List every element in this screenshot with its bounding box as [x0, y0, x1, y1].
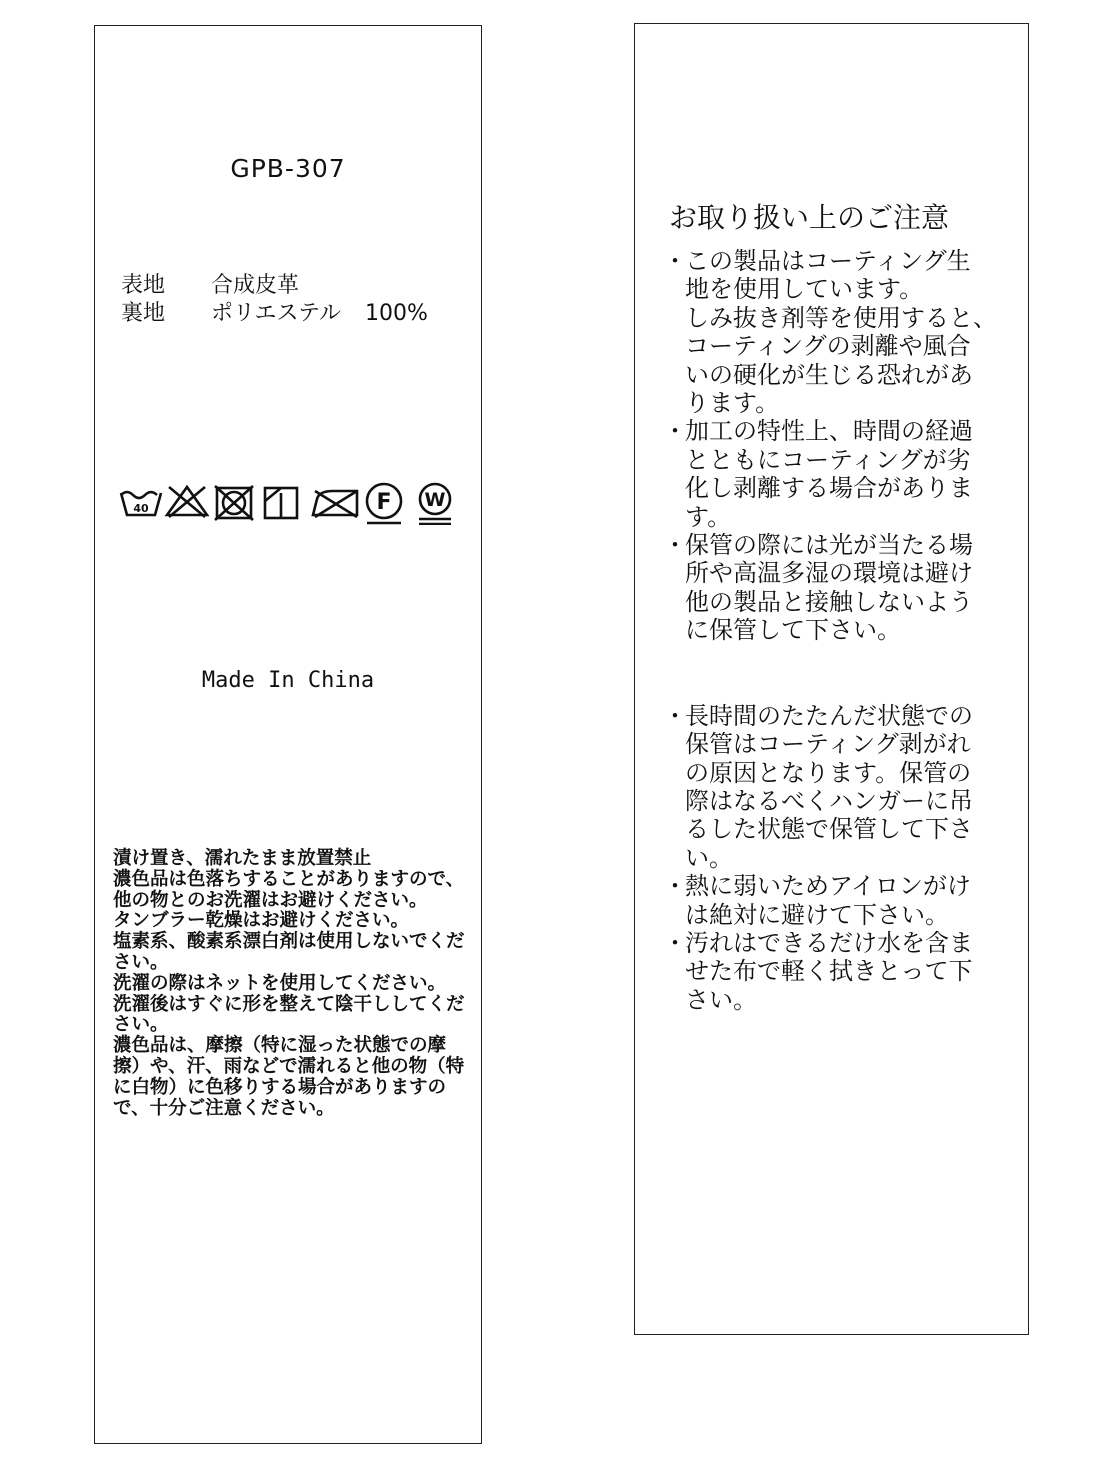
caution-item [663, 702, 1020, 872]
material-name: 合成皮革 [211, 273, 300, 298]
caution-line: とともにコーティングが劣 [685, 445, 971, 474]
bullet-mark: ・ [663, 417, 687, 446]
caution-line: 化し剥離する場合がありま [685, 474, 973, 503]
bullet-mark: ・ [663, 928, 687, 957]
caution-line: 際はなるべくハンガーに吊 [685, 786, 973, 815]
washing-warnings [113, 849, 471, 1119]
caution-line: は絶対に避けて下さい。 [685, 900, 949, 929]
caution-item [663, 531, 1020, 645]
care-label-right [634, 23, 1029, 1335]
caution-line: す。 [685, 502, 732, 531]
do-not-iron-icon [313, 491, 357, 517]
caution-line: 長時間のたたんだ状態での [685, 701, 973, 730]
warning-text: 塩素系、酸素系漂白剤は使用しないでください。 [113, 931, 465, 973]
caution-line: ります。 [685, 389, 780, 418]
drip-dry-shade-icon [265, 488, 297, 518]
wet-clean-w-icon [419, 484, 451, 524]
caution-line: コーティングの剥離や風合 [685, 332, 971, 361]
do-not-tumble-dry-icon [215, 486, 253, 520]
care-label-left [94, 25, 482, 1444]
caution-line: 保管はコーティング剥がれ [685, 730, 971, 759]
caution-spacer [663, 645, 1020, 702]
bullet-mark: ・ [663, 701, 687, 730]
caution-line: 熱に弱いためアイロンがけ [685, 872, 971, 901]
caution-line: に保管して下さい。 [685, 616, 901, 645]
caution-line: い。 [685, 843, 733, 872]
caution-group-b [663, 702, 1020, 1014]
warning-text: 洗濯後はすぐに形を整えて陰干ししてください。 [113, 993, 465, 1036]
caution-line: この製品はコーティング生 [685, 247, 971, 275]
caution-line: 所や高温多湿の環境は避け [685, 559, 973, 588]
caution-item [663, 417, 1020, 531]
warning-text: タンブラー乾燥はお避けください。 [113, 910, 410, 932]
warning-text: 漬け置き、濡れたまま放置禁止 [113, 848, 372, 869]
hand-wash-40-icon [121, 492, 161, 515]
caution-line: 保管の際には光が当たる場 [685, 531, 973, 560]
caution-line: るした状態で保管して下さ [685, 815, 973, 844]
caution-line: 加工の特性上、時間の経過 [685, 417, 973, 446]
caution-line: 地を使用しています。 [685, 275, 924, 304]
product-code: GPB-307 [230, 154, 346, 183]
do-not-bleach-icon [167, 487, 207, 517]
caution-list [663, 247, 1020, 1014]
caution-line: さい。 [685, 985, 757, 1014]
caution-group-a [663, 247, 1020, 645]
warning-text: 濃色品は色落ちすることがありますので、他の物とのお洗濯はお避けください。 [113, 868, 465, 911]
hand-wash-temp: 40 [133, 502, 149, 515]
material-part: 表地 [121, 273, 166, 298]
caution-item [663, 247, 1020, 417]
caution-line: せた布で軽く拭きとって下 [685, 957, 973, 986]
bullet-mark: ・ [663, 872, 687, 901]
warning-text: 洗濯の際はネットを使用してください。 [113, 972, 447, 994]
wet-clean-letter: W [424, 489, 446, 511]
material-row-outer [121, 272, 299, 300]
caution-item [663, 929, 1020, 1014]
caution-line: の原因となります。保管の [685, 758, 972, 787]
dry-clean-f-icon [367, 484, 401, 523]
material-percent: 100% [365, 301, 428, 326]
caution-item [663, 872, 1020, 929]
dry-clean-letter: F [376, 490, 392, 515]
material-row-lining [121, 300, 428, 328]
material-name: ポリエステル [211, 301, 342, 326]
caution-line: 他の製品と接触しないよう [685, 587, 973, 616]
caution-title: お取り扱い上のご注意 [669, 201, 950, 234]
bullet-mark: ・ [663, 531, 687, 560]
care-symbols-row [119, 481, 459, 525]
material-part: 裏地 [121, 301, 166, 326]
caution-line: いの硬化が生じる恐れがあ [685, 360, 973, 389]
country-of-origin: Made In China [201, 668, 375, 693]
caution-line: 汚れはできるだけ水を含ま [685, 928, 973, 957]
bullet-mark: ・ [663, 247, 687, 275]
warning-text: 濃色品は、摩擦（特に湿った状態での摩擦）や、汗、雨などで濡れると他の物（特に白物）に色移りする場合がありますので、十分ご注意ください。 [113, 1035, 465, 1119]
caution-line: しみ抜き剤等を使用すると、 [685, 303, 997, 332]
